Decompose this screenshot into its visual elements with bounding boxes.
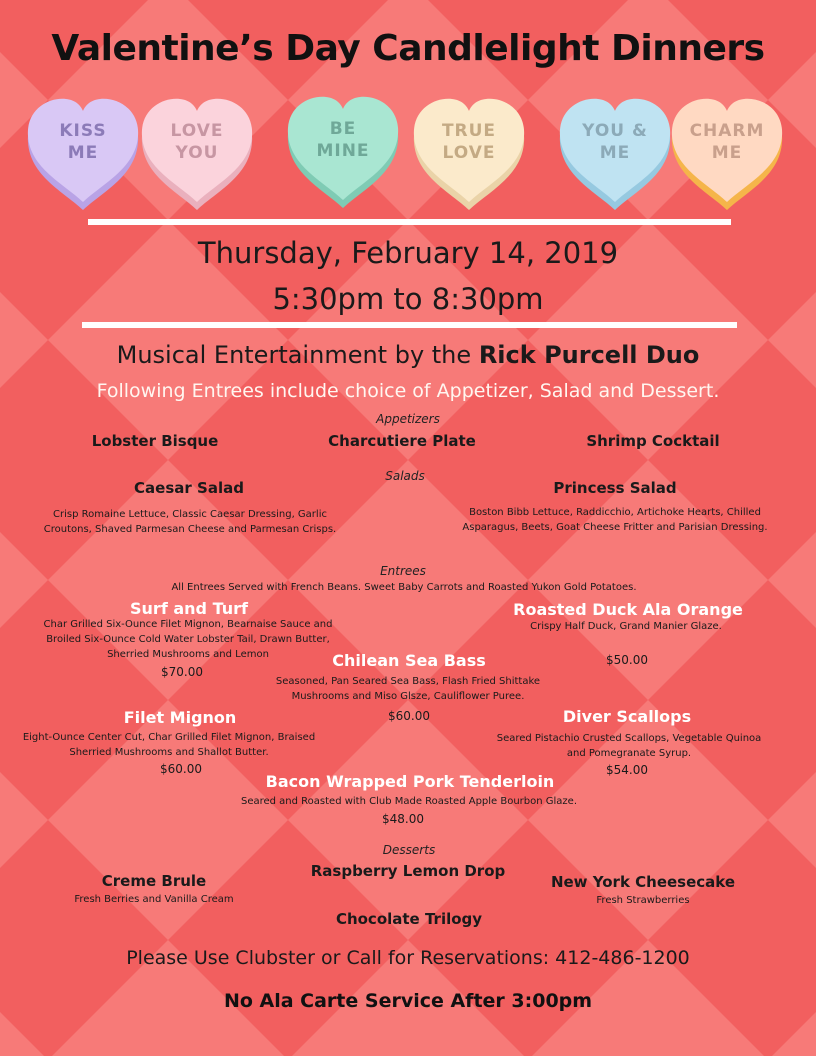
- entree-inclusion-note: Following Entrees include choice of Appetizer, Salad and Dessert.: [96, 380, 720, 402]
- entree-sea-bass-desc: [258, 674, 558, 704]
- salad-caesar-desc-line-1: Crisp Romaine Lettuce, Classic Caesar Dressing, Garlic: [53, 509, 327, 520]
- entree-pork-name: Bacon Wrapped Pork Tenderloin: [265, 772, 555, 791]
- appetizers-heading: Appetizers: [376, 412, 440, 426]
- entree-filet-desc: [14, 730, 324, 760]
- event-date: Thursday, February 14, 2019: [197, 236, 619, 270]
- appetizer-lobster-bisque: Lobster Bisque: [91, 432, 219, 450]
- desserts-heading: Desserts: [382, 843, 436, 857]
- salad-princess-desc: [435, 505, 795, 535]
- dessert-raspberry-name: Raspberry Lemon Drop: [310, 862, 506, 880]
- entree-scallops-desc-line-2: and Pomegranate Syrup.: [566, 748, 692, 759]
- entree-scallops-name: Diver Scallops: [562, 707, 692, 726]
- salad-caesar-desc-line-2: Croutons, Shaved Parmesan Cheese and Parmesan Crisps.: [43, 524, 337, 535]
- heart-line-1: YOU &: [582, 121, 648, 141]
- entree-scallops-price: $54.00: [606, 763, 648, 777]
- heart-line-1: TRUE: [441, 121, 497, 141]
- music-artist: Rick Purcell Duo: [478, 341, 700, 369]
- entree-surf-and-turf-price: $70.00: [161, 665, 203, 679]
- entree-sea-bass-desc-line-2: Mushrooms and Miso Glsze, Cauliflower Puree.: [291, 691, 525, 702]
- heart-line-2: MINE: [316, 141, 370, 161]
- entree-surf-desc-line-2: Broiled Six-Ounce Cold Water Lobster Tail, Drawn Butter,: [46, 634, 330, 645]
- entree-sea-bass-name: Chilean Sea Bass: [332, 651, 486, 670]
- candy-heart-you-and-me: [556, 96, 674, 214]
- heart-line-1: LOVE: [170, 121, 224, 141]
- dessert-creme-brule-desc: Fresh Berries and Vanilla Cream: [74, 894, 234, 905]
- dessert-creme-brule-name: Creme Brule: [101, 872, 207, 890]
- entree-surf-desc-line-1: Char Grilled Six-Ounce Filet Mignon, Bearnaise Sauce and: [43, 619, 333, 630]
- salad-princess-desc-line-2: Asparagus, Beets, Goat Cheese Fritter and Parisian Dressing.: [462, 522, 768, 533]
- entree-sea-bass-price: $60.00: [388, 709, 430, 723]
- dessert-chocolate-name: Chocolate Trilogy: [335, 910, 483, 928]
- salad-caesar-desc: [20, 507, 360, 537]
- salads-heading: Salads: [385, 469, 425, 483]
- entree-pork-price: $48.00: [382, 812, 424, 826]
- entree-sea-bass-desc-line-1: Seasoned, Pan Seared Sea Bass, Flash Fried Shittake: [275, 676, 541, 687]
- event-time: 5:30pm to 8:30pm: [272, 282, 544, 316]
- salad-princess-desc-line-1: Boston Bibb Lettuce, Raddicchio, Artichoke Hearts, Chilled: [469, 507, 761, 518]
- page-title: Valentine’s Day Candlelight Dinners: [51, 28, 765, 69]
- entrees-sides-note: All Entrees Served with French Beans. Sweet Baby Carrots and Roasted Yukon Gold Potatoes.: [171, 582, 637, 593]
- candy-heart-charm-me: [668, 96, 786, 214]
- candy-heart-be-mine: [284, 94, 402, 212]
- music-line: [0, 341, 816, 369]
- dessert-cheesecake-desc: Fresh Strawberries: [596, 895, 690, 906]
- entree-surf-desc-line-3: Sherried Mushrooms and Lemon: [107, 649, 269, 660]
- entree-filet-desc-line-2: Sherried Mushrooms and Shallot Butter.: [69, 747, 269, 758]
- candy-heart-love-you: [138, 96, 256, 214]
- candy-heart-true-love: [410, 96, 528, 214]
- entree-surf-and-turf-desc: [18, 617, 358, 662]
- reservations-line: Please Use Clubster or Call for Reservations: 412-486-1200: [126, 947, 690, 969]
- heart-line-2: ME: [67, 143, 99, 163]
- entree-duck-price: $50.00: [606, 653, 648, 667]
- entree-scallops-desc: [479, 731, 779, 761]
- music-prefix: Musical Entertainment by the: [116, 341, 472, 369]
- divider-middle: [82, 322, 737, 328]
- appetizer-shrimp-cocktail: Shrimp Cocktail: [586, 432, 720, 450]
- appetizer-charcutiere-plate: Charcutiere Plate: [328, 432, 476, 450]
- entree-filet-desc-line-1: Eight-Ounce Center Cut, Char Grilled Filet Mignon, Braised: [22, 732, 316, 743]
- salad-caesar-name: Caesar Salad: [134, 479, 244, 497]
- entree-filet-price: $60.00: [160, 762, 202, 776]
- heart-line-1: KISS: [59, 121, 107, 141]
- salad-princess-name: Princess Salad: [553, 479, 677, 497]
- dessert-cheesecake-name: New York Cheesecake: [550, 873, 736, 891]
- entree-duck-name: Roasted Duck Ala Orange: [513, 600, 743, 619]
- entree-duck-desc: Crispy Half Duck, Grand Manier Glaze.: [530, 621, 722, 632]
- heart-line-2: LOVE: [442, 143, 496, 163]
- entree-pork-desc: Seared and Roasted with Club Made Roasted Apple Bourbon Glaze.: [240, 796, 578, 807]
- heart-line-2: YOU: [175, 143, 219, 163]
- heart-line-1: CHARM: [689, 121, 765, 141]
- divider-top: [88, 219, 731, 225]
- heart-line-2: ME: [599, 143, 631, 163]
- entrees-heading: Entrees: [380, 564, 426, 578]
- no-ala-carte-notice: No Ala Carte Service After 3:00pm: [223, 990, 593, 1012]
- entree-filet-name: Filet Mignon: [123, 708, 237, 727]
- heart-line-2: ME: [711, 143, 743, 163]
- entree-scallops-desc-line-1: Seared Pistachio Crusted Scallops, Vegetable Quinoa: [496, 733, 762, 744]
- candy-heart-kiss-me: [24, 96, 142, 214]
- entree-surf-and-turf-name: Surf and Turf: [130, 599, 248, 618]
- heart-line-1: BE: [329, 119, 357, 139]
